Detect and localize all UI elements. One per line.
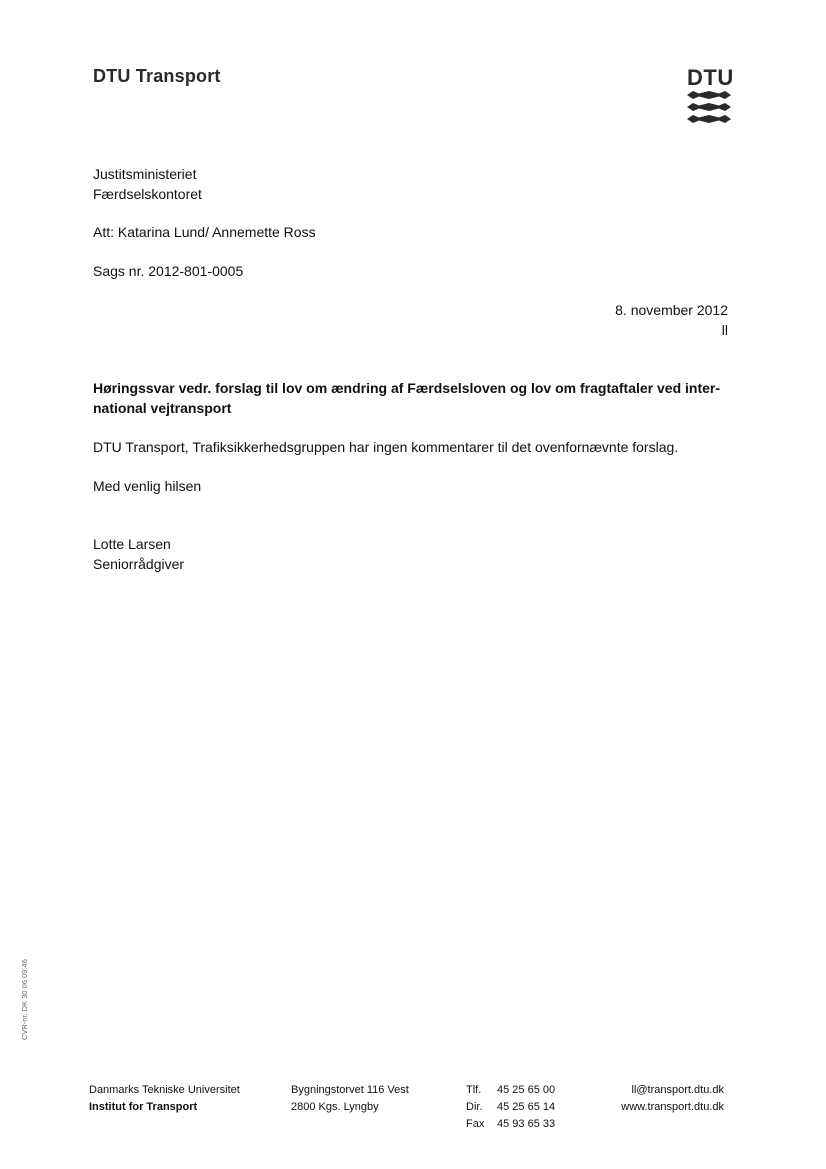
footer-street: Bygningstorvet 116 Vest [291,1084,409,1096]
recipient-line1: Justitsministeriet [93,166,197,182]
phone-label: Tlf. [466,1084,482,1096]
subject-heading: Høringssvar vedr. forslag til lov om ændring af Færdselsloven og lov om fragtaftaler ved inter-national vejtransport [93,380,721,416]
attention-line: Att: Katarina Lund/ Annemette Ross [93,224,316,240]
phone-label: Fax [466,1118,485,1130]
footer-university: Danmarks Tekniske Universitet [89,1084,240,1096]
footer-website-link[interactable]: www.transport.dtu.dk [621,1101,724,1113]
dtu-logo [687,65,734,131]
footer-city: 2800 Kgs. Lyngby [291,1101,379,1113]
dtu-logo-mark-icon [687,90,731,126]
footer-organization [89,1082,240,1116]
phone-row [466,1116,555,1133]
phone-row [466,1099,555,1116]
footer-phones [466,1082,555,1133]
signature-name: Lotte Larsen [93,536,171,552]
date-text: 8. november 2012 [615,302,728,318]
recipient-block [93,164,202,204]
phone-number: 45 25 65 00 [497,1084,556,1096]
header-title: DTU Transport [93,66,221,86]
phone-number: 45 93 65 33 [497,1118,556,1130]
footer-institute: Institut for Transport [89,1101,198,1113]
recipient-line2: Færdselskontoret [93,186,202,202]
phone-label: Dir. [466,1101,483,1113]
case-number: Sags nr. 2012-801-0005 [93,263,244,279]
signature-block [93,534,184,574]
sender-initials: ll [721,322,728,338]
body-paragraph: DTU Transport, Trafiksikkerhedsgruppen har ingen kommentarer til det ovenfornævnte forslag. [93,439,679,455]
phone-row [466,1082,555,1099]
date-block [615,300,728,340]
footer-contact [621,1082,724,1116]
cvr-number: CVR-nr. DK 30 06 09 46 [20,959,29,1040]
dtu-logo-text: DTU [687,65,734,90]
closing-greeting: Med venlig hilsen [93,478,202,494]
footer-address [291,1082,409,1116]
signature-title: Seniorrådgiver [93,556,185,572]
phone-number: 45 25 65 14 [497,1101,556,1113]
footer-email-link[interactable]: ll@transport.dtu.dk [631,1084,724,1096]
